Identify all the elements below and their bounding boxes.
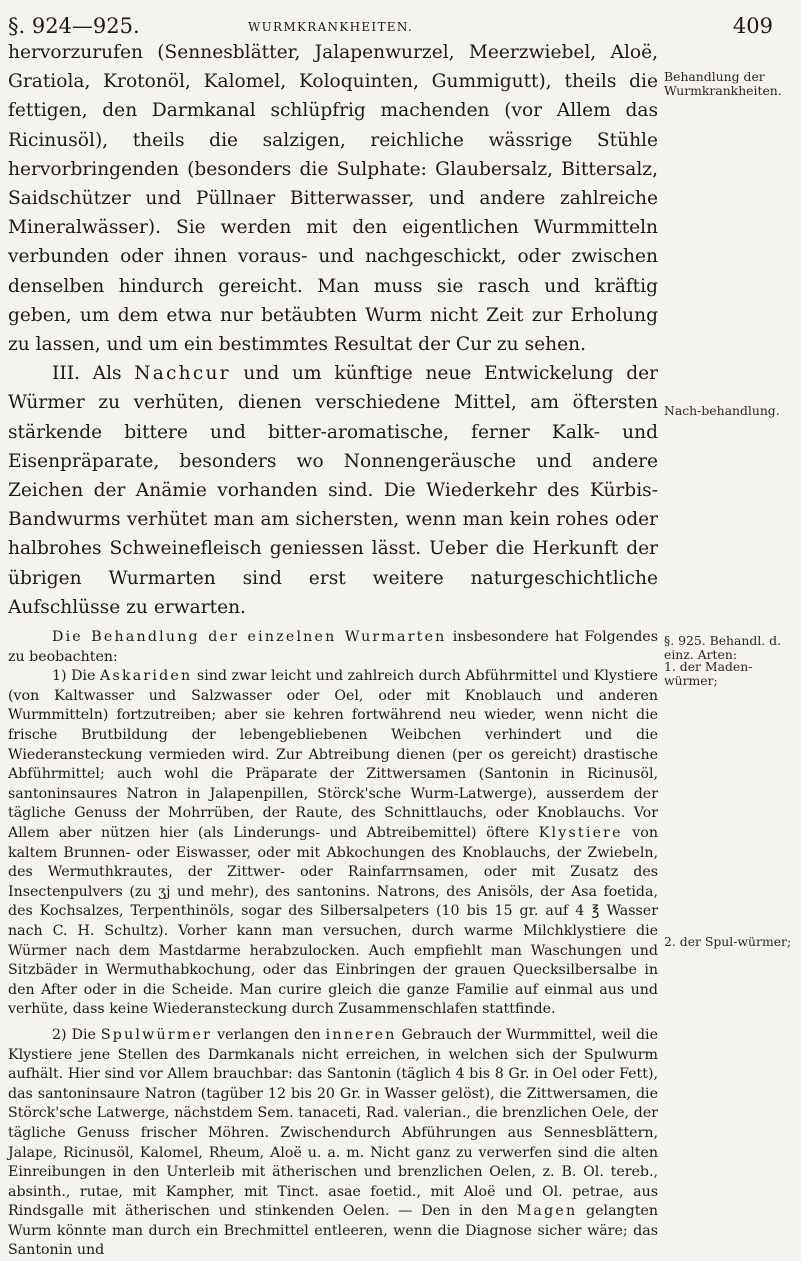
paragraph-abfuehrmittel: hervorzurufen (Sennesblätter, Jalapenwurzel, Meerzwiebel, Aloë, Gratiola, Krotonöl, Kalomel, Koloquinten, Gummigutt), theils die fettigen, den Darmkanal schlüpfrig machenden (vor Allem das Ricinusöl), theils die salzigen, reichliche wässrige Stühle hervorbringenden (besonders die Sulphate: Glaubersalz, Bittersalz, Saidschützer und Püllnaer Bitterwasser, und andere zahlreiche Mineralwässer). Sie werden mit den eigentlichen Wurmmitteln verbunden oder ihnen voraus- und nachgeschickt, oder zwischen denselben hindurch gereicht. Man muss sie rasch und kräftig geben, um dem etwa nur betäubten Wurm nicht Zeit zur Erholung zu lassen, und um ein bestimmtes Resultat der Cur zu sehen. — [8, 42, 658, 356]
page-body — [8, 38, 658, 1261]
emphasis-spulwuermer: Spulwürmer — [100, 1026, 213, 1043]
emphasis-inneren: inneren — [325, 1026, 397, 1043]
margin-note-nachbehandlung: Nach-behandlung. — [664, 403, 780, 418]
emphasis-behandlung: Die Behandlung der einzelnen Wurmarten — [52, 629, 447, 646]
margin-note-einzelne-arten: §. 925. Behandl. d. einz. Arten: — [664, 633, 782, 662]
paragraph-spulwuermer: 2) Die Spulwürmer verlangen den inneren Gebrauch der Wurmmittel, weil die Klystiere jene Stellen des Darmkanals nicht erreichen, in welchen sich der Spulwurm aufhält. Hier sind vor Allem brauchbar: das Santonin (täglich 4 bis 8 Gr. in Oel oder Fett), das santoninsaure Natron (tagüber 12 bis 20 Gr. in Wasser gelöst), die Zittwersamen, die Störck'sche Latwerge, nächstdem Sem. tanaceti, Rad. valerian., die brenzlichen Oele, der tägliche Genuss frischer Möhren. Zwischendurch Abführungen aus Sennesblättern, Jalape, Ricinusöl, Kalomel, Rheum, Aloë u. a. m. Nicht ganz zu verwerfen sind die alten Einreibungen in den Unterleib mit ätherischen und brenzlichen Oelen, z. B. Ol. tereb., absinth., rutae, mit Kampher, mit Tinct. asae foetid., mit Aloë und Ol. petrae, aus Rindsgalle mit ätherischen und stinkenden Oelen. — Den in den Magen gelangten Wurm könnte man durch ein Brechmittel entleeren, wenn die Diagnose sicher wäre; das Santonin und — [8, 1026, 658, 1259]
margin-note-madenwuermer: 1. der Maden-würmer; — [664, 659, 753, 688]
section-number: §. 924—925. — [8, 14, 140, 38]
emphasis-klystiere: Klystiere — [538, 825, 623, 841]
paragraph-askariden: 1) Die Askariden sind zwar leicht und zahlreich durch Abführmittel und Klystiere (von Kaltwasser und Salzwasser oder Oel, oder mit Knoblauch und anderen Wurmmitteln) fortzutreiben; aber sie kehren fortwährend neu wieder, wenn nicht die frische Brutbildung der lebengebliebenen Weibchen verhindert und die Wiederansteckung vermieden wird. Zur Abtreibung dienen (per os gereicht) drastische Abführmittel; auch wohl die Präparate der Zittwersamen (Santonin in Ricinusöl, santoninsaures Natron in Jalapenpillen, Störck'sche Wurm-Latwerge), ausserdem der tägliche Genuss der Mohrrüben, der Raute, des Schnittlauchs, oder Knoblauchs. Vor Allem aber nützen hier (als Linderungs- und Abtreibemittel) öftere Klystiere von kaltem Brunnen- oder Eiswasser, oder mit Abkochungen des Knoblauchs, der Zwiebeln, des Wermuthkrautes, der Zittwer- oder Rainfarrnsamen, oder mit Zusatz des Insectenpulvers (zu ʒj und mehr), des santonins. Natrons, des Anisöls, der Asa foetida, des Kochsalzes, Terpenthinöls, sogar des Silbersalpeters (10 bis 15 gr. auf 4 ℥ Wasser nach C. H. Schultz). Vorher kann man versuchen, durch warme Milchklystiere die Würmer nach dem Mastdarme herabzulocken. Auch empfiehlt man Waschungen und Sitzbäder in Wermuthabkochung, oder das Einbringen der grauen Quecksilbersalbe in den After oder in die Scheide. Man curire gleich die ganze Familie auf einmal aus und verhüte, dass keine Wiederansteckung durch Zusammenschlafen stattfinde. — [8, 668, 659, 1018]
emphasis-magen: Magen — [516, 1203, 578, 1220]
paragraph-nachcur: III. Als Nachcur und um künftige neue Entwickelung der Würmer zu verhüten, dienen verschiedene Mittel, am öftersten stärkende bittere und bitter-aromatische, ferner Kalk- und Eisenpräparate, besonders wo Nonnengeräusche und andere Zeichen der Anämie vorhanden sind. Die Wiederkehr des Kürbis-Bandwurms verhütet man am sichersten, wenn man kein rohes oder halbrohes Schweinefleisch geniessen lässt. Ueber die Herkunft der übrigen Wurmarten sind erst weitere naturgeschichtliche Aufschlüsse zu erwarten. — [8, 363, 659, 618]
running-title: WURMKRANKHEITEN. — [248, 20, 413, 34]
emphasis-nachcur: Nachcur — [134, 363, 231, 385]
margin-note-spulwuermer: 2. der Spul-würmer; — [664, 934, 792, 949]
margin-note-behandlung: Behandlung der Wurmkrankheiten. — [664, 69, 782, 98]
emphasis-askariden: Askariden — [100, 668, 193, 685]
paragraph-behandlung-intro: Die Behandlung der einzelnen Wurmarten insbesondere hat Folgendes zu beobachten: — [8, 629, 658, 665]
page-number: 409 — [732, 14, 773, 38]
